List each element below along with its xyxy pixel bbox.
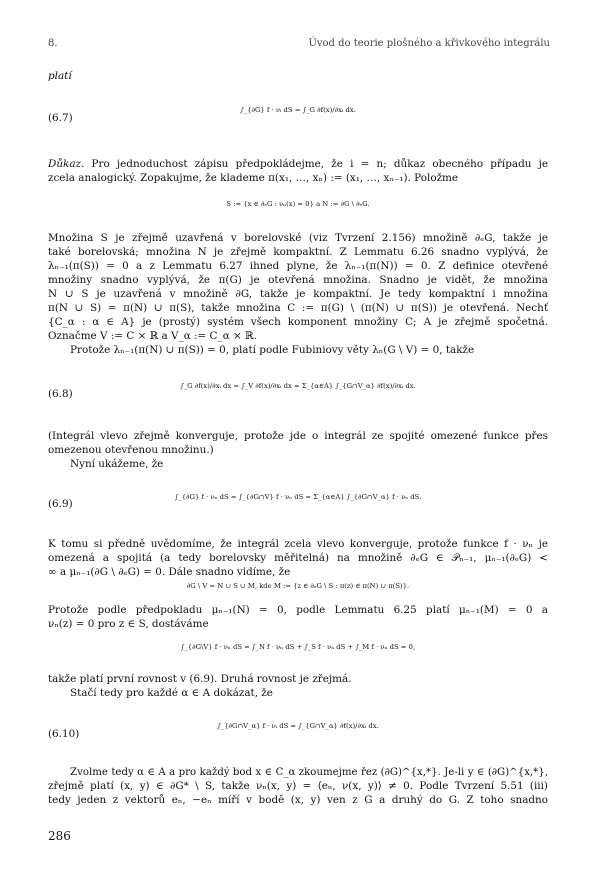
text-fragment: Pro jednoduchost zápisu předpokládejme, že i = n; důkaz obecného případu je (91, 158, 548, 170)
equation-body: ∫_{∂G} f · νᵢ dS = ∫_G ∂f(x)/∂xᵢ dx. (240, 106, 356, 114)
equation-boundary-split (48, 582, 548, 598)
equation-number: (6.7) (48, 112, 73, 124)
equation-6-9 (48, 490, 548, 520)
header-chapter: 8. (48, 38, 58, 49)
text-line: K tomu si předně uvědomíme, že integrál zcela vlevo konverguje, protože funkce f · νₙ je (48, 538, 548, 550)
equation-number: (6.8) (48, 388, 73, 400)
text-line: Označme V := C × ℝ a V_α := C_α × ℝ. (48, 330, 257, 342)
text-line: Protože podle předpokladu μₙ₋₁(N) = 0, podle Lemmatu 6.25 platí μₙ₋₁(M) = 0 a (48, 604, 548, 616)
text-line: Protože λₙ₋₁(π(N) ∪ π(S)) = 0, platí podle Fubiniovy věty λₙ(G \ V) = 0, takže (70, 344, 475, 356)
text-line: π(N ∪ S) = π(N) ∪ π(S), takže množina C := π(G) \ (π(N) ∪ π(S)) je otevřená. Nechť (48, 302, 548, 314)
running-header (48, 38, 550, 52)
equation-body: ∫_G ∂f(x)/∂xᵢ dx = ∫_V ∂f(x)/∂xᵢ dx = Σ_{α∈A} ∫_{G∩V_α} ∂f(x)/∂xᵢ dx. (180, 382, 416, 390)
equation-6-8 (48, 378, 548, 412)
text-line: Stačí tedy pro každé α ∈ A dokázat, že (70, 687, 273, 699)
text-line: také borelovská; množina N je zřejmě kompaktní. Z Lemmatu 6.26 snadno vyplývá, že (48, 246, 548, 258)
text-line: (Integrál vlevo zřejmě konverguje, protože jde o integrál ze spojité omezené funkce přes (48, 430, 548, 442)
text-line: zřejmě platí (x, y) ∈ ∂G* \ S, takže νₙ(x, y) = ⟨eₙ, ν(x, y)⟩ ≠ 0. Podle Tvrzení 5.51 (iii) (48, 780, 548, 792)
text-line: omezená a spojitá (a tedy borelovsky měřitelná) na množině ∂ₑG ∈ 𝒫ₙ₋₁, μₙ₋₁(∂ₑG) < (48, 552, 548, 564)
header-title: Úvod do teorie plošného a křivkového integrálu (308, 38, 550, 49)
equation-6-10 (48, 718, 548, 750)
proof-label: Důkaz. (48, 158, 85, 170)
equation-6-7 (48, 102, 548, 136)
equation-body: ∫_{∂G} f · νₙ dS = ∫_{∂G∩V} f · νₙ dS = Σ_{α∈A} ∫_{∂G∩V_α} f · νₙ dS. (174, 493, 422, 501)
text-line: zcela analogický. Zopakujme, že klademe π(x₁, …, xₙ) := (x₁, …, xₙ₋₁). Položme (48, 172, 459, 184)
equation-sum-zero (48, 640, 548, 668)
text-line: množiny snadno vyplývá, že π(G) je otevřená množina. Snadno je vidět, že množina (48, 274, 548, 286)
equation-definition (48, 200, 548, 216)
text-line: νₙ(z) = 0 pro z ∈ S, dostáváme (48, 618, 209, 630)
equation-body: S := {x ∈ ∂ₑG : νₙ(x) = 0} a N := ∂G \ ∂ₑG. (226, 200, 370, 208)
text-line: tedy jeden z vektorů eₙ, −eₙ míří v bodě (x, y) ven z G a druhý do G. Z toho snadno (48, 794, 548, 806)
page-number: 286 (48, 829, 71, 843)
text-line: platí (48, 70, 72, 82)
equation-body: ∫_{∂G∩V_α} f · νᵢ dS = ∫_{G∩V_α} ∂f(x)/∂xᵢ dx. (217, 722, 379, 730)
text-line: ∞ a μₙ₋₁(∂G \ ∂ₑG) = 0. Dále snadno vidíme, že (48, 566, 291, 578)
equation-body: ∂G \ V = N ∪ S ∪ M, kde M := {z ∈ ∂ₑG \ S : π(z) ∈ π(N) ∪ π(S)}. (186, 582, 410, 590)
text-line: N ∪ S je uzavřená v množině ∂G, takže je kompaktní. Je tedy kompaktní i množina (48, 288, 548, 300)
text-line: λₙ₋₁(π(S)) = 0 a z Lemmatu 6.27 ihned plyne, že λₙ₋₁(π(N)) = 0. Z definice otevřené (48, 260, 548, 272)
equation-number: (6.9) (48, 498, 73, 510)
equation-body: ∫_{∂G\V} f · νₙ dS = ∫_N f · νₙ dS + ∫_S f · νₙ dS + ∫_M f · νₙ dS = 0, (180, 643, 416, 651)
text-line: Množina S je zřejmě uzavřená v borelovské (viz Tvrzení 2.156) množině ∂ₑG, takže je (48, 232, 548, 244)
text-line: omezenou otevřenou množinu.) (48, 444, 214, 456)
text-line: Nyní ukážeme, že (70, 458, 164, 470)
equation-number: (6.10) (48, 728, 80, 740)
text-line (48, 158, 548, 171)
text-line: {C_α : α ∈ A} je (prostý) systém všech komponent množiny C; A je zřejmě spočetná. (48, 316, 548, 328)
text-line: Zvolme tedy α ∈ A a pro každý bod x ∈ C_α zkoumejme řez (∂G)^{x,*}. Je-li y ∈ (∂G)^{x,*}, (70, 767, 548, 778)
text-line: takže platí první rovnost v (6.9). Druhá rovnost je zřejmá. (48, 673, 352, 685)
